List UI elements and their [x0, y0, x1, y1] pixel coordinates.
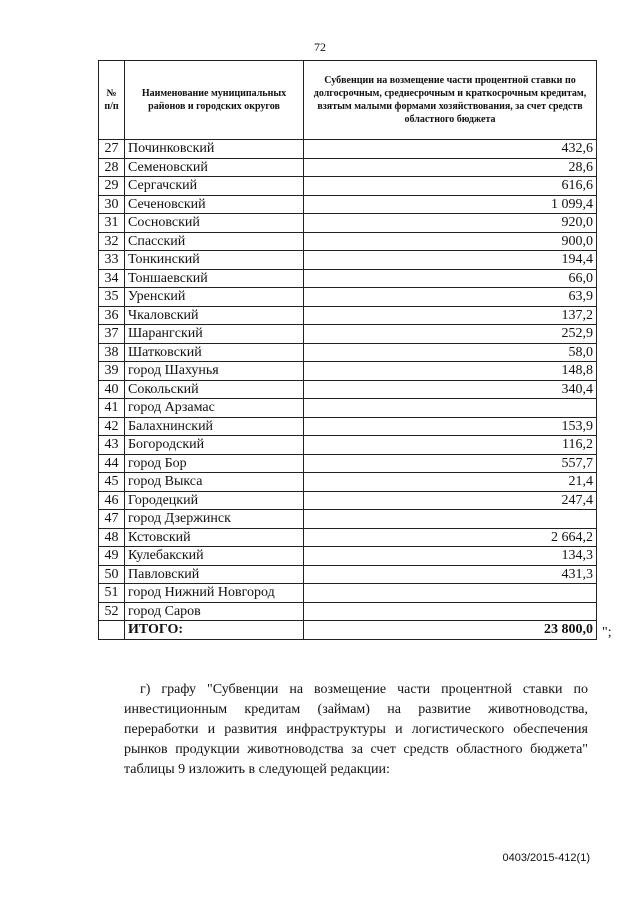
closing-quote-mark: ";: [602, 625, 612, 640]
row-name: Спасский: [125, 232, 304, 251]
table-row: [99, 306, 597, 325]
table-row: [99, 547, 597, 566]
table-row: [99, 510, 597, 529]
row-name: Сеченовский: [125, 195, 304, 214]
table-row: [99, 325, 597, 344]
row-name: Павловский: [125, 565, 304, 584]
row-number: 40: [99, 380, 125, 399]
row-number: 27: [99, 140, 125, 159]
table-row: [99, 288, 597, 307]
row-value: 340,4: [304, 380, 597, 399]
row-number: 49: [99, 547, 125, 566]
row-name: Шатковский: [125, 343, 304, 362]
subsidies-table: [98, 60, 597, 640]
table-row: [99, 491, 597, 510]
row-number: 32: [99, 232, 125, 251]
row-value: [304, 399, 597, 418]
row-number: 41: [99, 399, 125, 418]
row-value: 1 099,4: [304, 195, 597, 214]
table-row: [99, 584, 597, 603]
row-number: 42: [99, 417, 125, 436]
row-value: 66,0: [304, 269, 597, 288]
table-row: [99, 177, 597, 196]
total-row: [99, 621, 597, 640]
row-value: 247,4: [304, 491, 597, 510]
table-row: [99, 454, 597, 473]
row-name: город Шахунья: [125, 362, 304, 381]
row-name: Кстовский: [125, 528, 304, 547]
row-name: Тоншаевский: [125, 269, 304, 288]
table-header-row: [99, 61, 597, 140]
row-value: 28,6: [304, 158, 597, 177]
row-value: 920,0: [304, 214, 597, 233]
row-value: 153,9: [304, 417, 597, 436]
row-name: Чкаловский: [125, 306, 304, 325]
table-row: [99, 362, 597, 381]
row-value: 900,0: [304, 232, 597, 251]
row-number: 28: [99, 158, 125, 177]
table-row: [99, 528, 597, 547]
row-value: 63,9: [304, 288, 597, 307]
total-num-cell: [99, 621, 125, 640]
total-label: ИТОГО:: [125, 621, 304, 640]
row-name: Богородский: [125, 436, 304, 455]
row-value: 431,3: [304, 565, 597, 584]
row-number: 37: [99, 325, 125, 344]
header-name: Наименование муниципальных районов и городских округов: [125, 61, 304, 140]
row-value: 21,4: [304, 473, 597, 492]
table-row: [99, 380, 597, 399]
row-value: 616,6: [304, 177, 597, 196]
total-value: 23 800,0: [304, 621, 597, 640]
row-number: 29: [99, 177, 125, 196]
row-number: 47: [99, 510, 125, 529]
header-value: Субвенции на возмещение части процентной ставки по долгосрочным, среднесрочным и краткосрочным кредитам, взятым малыми формами хозяйствования, за счет средств областного бюджета: [304, 61, 597, 140]
row-name: город Арзамас: [125, 399, 304, 418]
row-number: 36: [99, 306, 125, 325]
row-name: Починковский: [125, 140, 304, 159]
row-number: 51: [99, 584, 125, 603]
table-body: [99, 140, 597, 640]
row-name: Тонкинский: [125, 251, 304, 270]
row-number: 43: [99, 436, 125, 455]
row-value: 252,9: [304, 325, 597, 344]
table-row: [99, 417, 597, 436]
row-name: Уренский: [125, 288, 304, 307]
row-value: 137,2: [304, 306, 597, 325]
row-value: [304, 602, 597, 621]
row-name: Семеновский: [125, 158, 304, 177]
row-name: город Нижний Новгород: [125, 584, 304, 603]
row-name: город Бор: [125, 454, 304, 473]
row-name: Шарангский: [125, 325, 304, 344]
row-value: 148,8: [304, 362, 597, 381]
table-row: [99, 473, 597, 492]
row-number: 46: [99, 491, 125, 510]
row-name: Сокольский: [125, 380, 304, 399]
table-row: [99, 399, 597, 418]
table-row: [99, 195, 597, 214]
row-value: [304, 510, 597, 529]
row-value: 194,4: [304, 251, 597, 270]
table-row: [99, 565, 597, 584]
header-num: № п/п: [99, 61, 125, 140]
row-number: 38: [99, 343, 125, 362]
amendment-paragraph: [124, 680, 588, 780]
table-row: [99, 214, 597, 233]
table-row: [99, 269, 597, 288]
row-value: [304, 584, 597, 603]
row-value: 557,7: [304, 454, 597, 473]
row-name: город Саров: [125, 602, 304, 621]
table-row: [99, 436, 597, 455]
row-number: 44: [99, 454, 125, 473]
row-name: Сосновский: [125, 214, 304, 233]
row-name: город Выкса: [125, 473, 304, 492]
page-number: 72: [314, 40, 326, 54]
table-row: [99, 251, 597, 270]
row-number: 39: [99, 362, 125, 381]
row-number: 52: [99, 602, 125, 621]
amendment-text: г) графу "Субвенции на возмещение части процентной ставки по инвестиционным кредитам (займам) на развитие животноводства, переработки и развития инфраструктуры и логистического обеспечения рынков продукции животноводства за счет средств областного бюджета" таблицы 9 изложить в следующей редакции:: [124, 682, 588, 777]
row-number: 33: [99, 251, 125, 270]
row-value: 2 664,2: [304, 528, 597, 547]
row-number: 45: [99, 473, 125, 492]
document-code: 0403/2015-412(1): [502, 852, 590, 864]
row-number: 35: [99, 288, 125, 307]
row-name: Городецкий: [125, 491, 304, 510]
row-value: 58,0: [304, 343, 597, 362]
row-name: Кулебакский: [125, 547, 304, 566]
row-name: Балахнинский: [125, 417, 304, 436]
table-row: [99, 232, 597, 251]
row-number: 31: [99, 214, 125, 233]
row-value: 116,2: [304, 436, 597, 455]
row-value: 432,6: [304, 140, 597, 159]
row-name: Сергачский: [125, 177, 304, 196]
row-number: 50: [99, 565, 125, 584]
table-row: [99, 140, 597, 159]
row-number: 48: [99, 528, 125, 547]
row-name: город Дзержинск: [125, 510, 304, 529]
row-value: 134,3: [304, 547, 597, 566]
row-number: 30: [99, 195, 125, 214]
table-row: [99, 158, 597, 177]
table-row: [99, 602, 597, 621]
row-number: 34: [99, 269, 125, 288]
table-row: [99, 343, 597, 362]
